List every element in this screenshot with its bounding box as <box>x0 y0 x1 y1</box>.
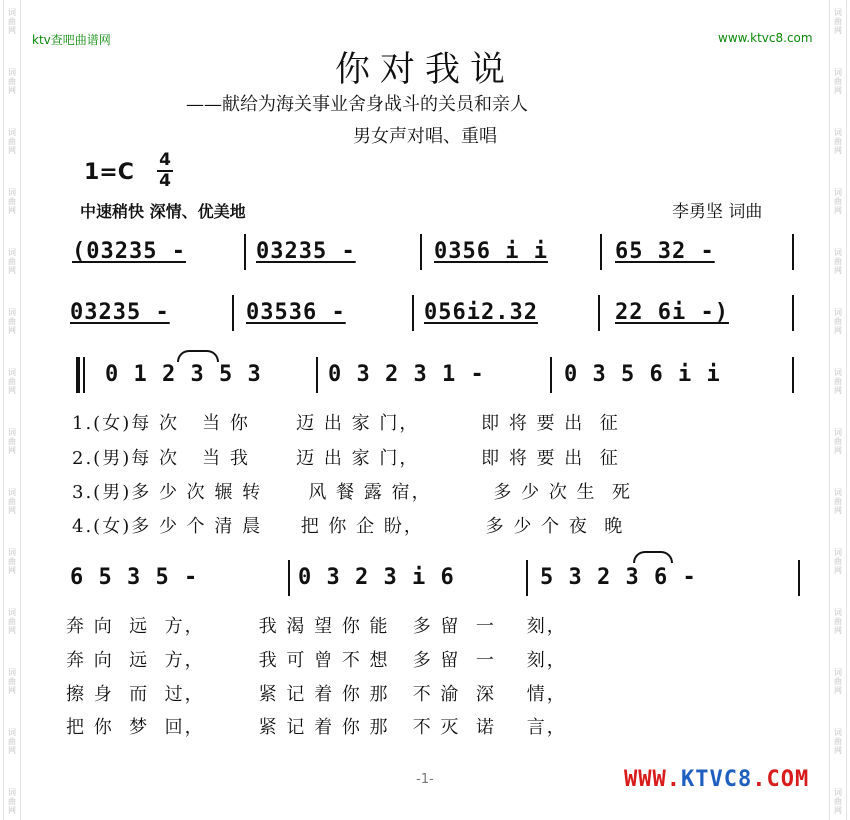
measure: 056i2.32 <box>424 300 538 325</box>
notation-line-2 <box>70 295 810 331</box>
notation-line-4 <box>70 560 810 596</box>
measure: 0 3 5 6 i i <box>564 362 721 387</box>
side-watermark-text: 词 曲 网 <box>8 128 16 155</box>
side-watermark-text: 词 曲 网 <box>834 488 842 515</box>
side-watermark-text: 词 曲 网 <box>8 308 16 335</box>
logo-part-ktvc8: KTVC8 <box>680 767 753 792</box>
side-watermark-text: 词 曲 网 <box>834 428 842 455</box>
key-signature: 1=C <box>84 160 134 185</box>
lyric-verse-4: 把 你 梦 回， 紧 记 着 你 那 不 灭 诺 言， <box>66 717 567 738</box>
site-watermark-left: ktv查吧曲谱网 <box>32 33 111 47</box>
lyric-verse-2: 2.(男)每 次 当 我 迈 出 家 门， 即 将 要 出 征 <box>72 448 620 469</box>
side-watermark-text: 词 曲 网 <box>8 188 16 215</box>
measure: 65 32 - <box>615 239 715 264</box>
side-watermark-text: 词 曲 网 <box>834 308 842 335</box>
lyric-verse-2: 奔 向 远 方， 我 可 曾 不 想 多 留 一 刻， <box>66 650 567 671</box>
measure: 03536 - <box>246 300 346 325</box>
side-watermark-text: 词 曲 网 <box>834 728 842 755</box>
time-signature <box>157 152 173 190</box>
page-number: -1- <box>416 772 434 787</box>
lyric-verse-1: 奔 向 远 方， 我 渴 望 你 能 多 留 一 刻， <box>66 616 567 637</box>
lyric-verse-1: 1.(女)每 次 当 你 迈 出 家 门， 即 将 要 出 征 <box>72 413 620 434</box>
slur-mark <box>633 551 673 563</box>
measure: 0 1 2 3 5 3 <box>105 362 262 387</box>
side-watermark-text: 词 曲 网 <box>834 608 842 635</box>
side-watermark-text: 词 曲 网 <box>834 8 842 35</box>
side-watermark-text: 词 曲 网 <box>834 548 842 575</box>
lyric-verse-3: 擦 身 而 过， 紧 记 着 你 那 不 渝 深 情， <box>66 684 567 705</box>
measure: 0 3 2 3 i 6 <box>298 565 455 590</box>
side-watermark-text: 词 曲 网 <box>8 248 16 275</box>
time-signature-top: 4 <box>159 150 171 170</box>
side-watermark-text: 词 曲 网 <box>8 68 16 95</box>
side-watermark-text: 词 曲 网 <box>8 608 16 635</box>
song-subtitle: ——献给为海关事业舍身战斗的关员和亲人 <box>186 94 528 115</box>
side-watermark-text: 词 曲 网 <box>834 68 842 95</box>
side-watermark-text: 词 曲 网 <box>8 8 16 35</box>
side-watermark-text: 词 曲 网 <box>8 488 16 515</box>
side-watermark-text: 词 曲 网 <box>8 728 16 755</box>
time-signature-bottom: 4 <box>159 171 171 191</box>
measure: 5 3 2 3 6 - <box>540 565 697 590</box>
side-watermark-text: 词 曲 网 <box>834 668 842 695</box>
side-watermark-text: 词 曲 网 <box>8 668 16 695</box>
site-logo <box>624 767 809 792</box>
logo-part-www: WWW. <box>624 767 681 792</box>
notation-line-1 <box>70 234 810 270</box>
measure: 03235 - <box>70 300 170 325</box>
side-watermark-text: 词 曲 网 <box>834 248 842 275</box>
composer-credit: 李勇坚 词曲 <box>672 202 763 222</box>
side-watermark-text: 词 曲 网 <box>834 368 842 395</box>
measure: 03235 - <box>256 239 356 264</box>
logo-part-com: .COM <box>752 767 810 792</box>
side-watermark-text: 词 曲 网 <box>834 788 842 815</box>
song-title: 你对我说 <box>334 50 515 90</box>
measure: 22 6i -) <box>615 300 729 325</box>
tempo-marking: 中速稍快 深情、优美地 <box>80 202 246 221</box>
measure: 0 3 2 3 1 - <box>328 362 485 387</box>
side-watermark-text: 词 曲 网 <box>8 428 16 455</box>
performance-note: 男女声对唱、重唱 <box>353 126 497 147</box>
notation-line-3 <box>70 357 810 393</box>
measure: 6 5 3 5 - <box>70 565 199 590</box>
slur-mark <box>177 350 219 362</box>
side-watermark-text: 词 曲 网 <box>8 368 16 395</box>
lyric-verse-3: 3.(男)多 少 次 辗 转 风 餐 露 宿， 多 少 次 生 死 <box>72 482 632 503</box>
side-watermark-text: 词 曲 网 <box>8 548 16 575</box>
measure: (03235 - <box>72 239 186 264</box>
site-watermark-right: www.ktvc8.com <box>718 31 813 45</box>
side-watermark-text: 词 曲 网 <box>834 188 842 215</box>
side-watermark-text: 词 曲 网 <box>8 788 16 815</box>
measure: 0356 i i <box>434 239 548 264</box>
lyric-verse-4: 4.(女)多 少 个 清 晨 把 你 企 盼， 多 少 个 夜 晚 <box>72 516 625 537</box>
side-watermark-text: 词 曲 网 <box>834 128 842 155</box>
